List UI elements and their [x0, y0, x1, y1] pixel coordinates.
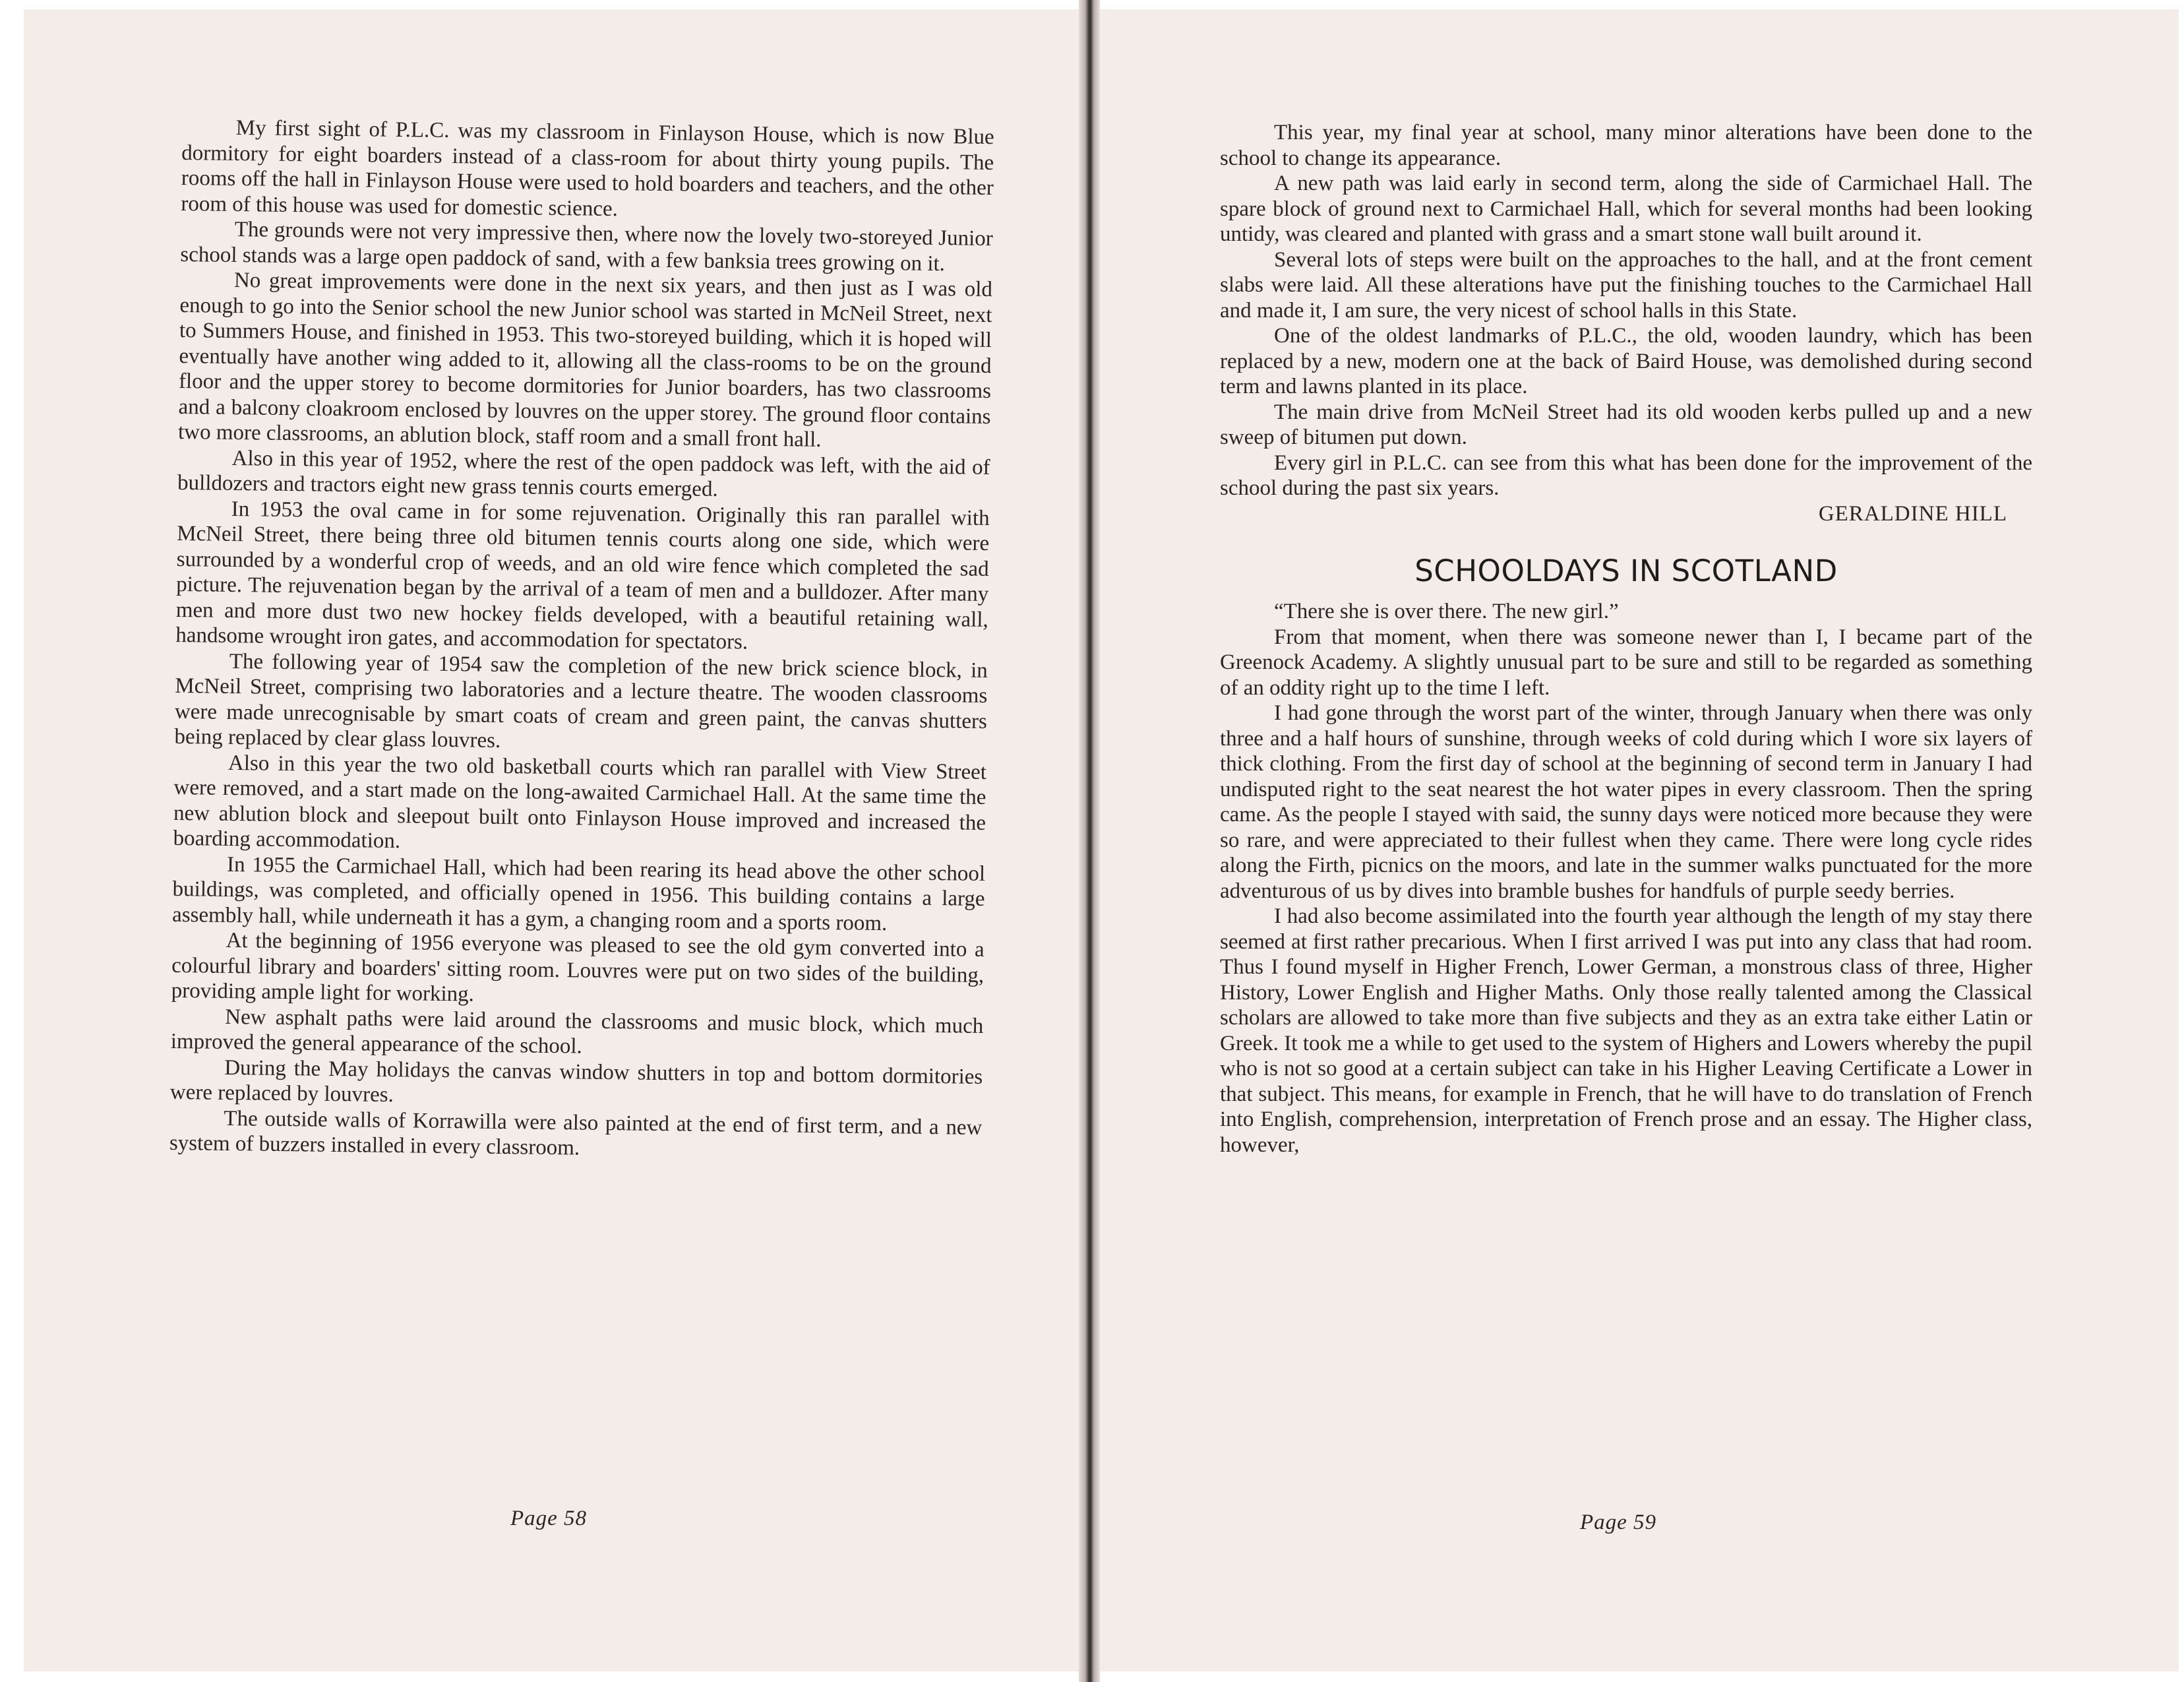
paragraph: I had also become assimilated into the fourth year although the length of my stay there seemed at first rather precarious. When I first arrived I was put into any class that had room. Thus I found myself in Higher French, Lower German, a monstrous class of three, Higher History, Lower English and Higher Maths. Only those really talented among the Classical scholars are allowed to take more than five subjects and they as an extra take either Latin or Greek. It took me a while to get used to the system of Highers and Lowers whereby the pupil who is not so good at a certain subject can take in his Higher Leaving Certificate a Lower in that subject. This means, for example in French, that he will have to do translation of French into English, comprehension, interpretation of French prose and an essay. The Higher class, however,	[1220, 904, 2032, 1157]
paragraph: A new path was laid early in second term, along the side of Carmichael Hall. The spare block of ground next to Carmichael Hall, which for several months had been looking untidy, was cleared and planted with grass and a smart stone wall built around it.	[1220, 171, 2032, 246]
left-page	[24, 9, 1079, 1671]
paragraph: “There she is over there. The new girl.”	[1274, 600, 1619, 623]
paragraph: The grounds were not very impressive then, where now the lovely two-storeyed Junior school stands was a large open paddock of sand, with a few banksia trees growing on it.	[180, 217, 994, 276]
paragraph: No great improvements were done in the next six years, and then just as I was old enough to go into the Senior school the new Junior school was started in McNeil Street, next to Summers House, and finished in 1953. This two-storeyed building, which it is hoped will eventually have another wing added to it, allowing all the class-rooms to be on the ground floor and the upper storey to become dormitories for Junior boarders, has two classrooms and a balcony cloakroom enclosed by louvres on the upper storey. The ground floor contains two more classrooms, an ablution block, staff room and a small front hall.	[177, 268, 993, 452]
page-number: Page 58	[510, 1507, 588, 1530]
page-number: Page 59	[1580, 1511, 1657, 1534]
paragraph: At the beginning of 1956 everyone was pleased to see the old gym converted into a colourful library and boarders' sitting room. Louvres were put on two sides of the building, providing ample light for working.	[171, 928, 985, 1007]
paragraph: My first sight of P.L.C. was my classroom in Finlayson House, which is now Blue dormitory for eight boarders instead of a class-room for about thirty young pupils. The rooms off the hall in Finlayson House were used to hold boarders and teachers, and the other room of this house was used for domestic science.	[181, 116, 994, 221]
article-heading: SCHOOLDAYS IN SCOTLAND	[1414, 553, 1838, 588]
paragraph: During the May holidays the canvas window shutters in top and bottom dormitories were replaced by louvres.	[169, 1055, 983, 1107]
right-page	[1100, 9, 2179, 1671]
paragraph: New asphalt paths were laid around the classrooms and music block, which much improved the general appearance of the school.	[170, 1005, 984, 1059]
paragraph: In 1955 the Carmichael Hall, which had been rearing its head above the other school buildings, was completed, and officially opened in 1956. This building contains a large assembly hall, while underneath it has a gym, a changing room and a sports room.	[171, 852, 986, 935]
left-text-column	[169, 115, 994, 1166]
book-gutter	[1079, 0, 1100, 1682]
paragraph: In 1953 the oval came in for some rejuvenation. Originally this ran parallel with McNeil Street, there being three old bitumen tennis courts along one side, which were surrounded by a wonderful crop of weeds, and an old wire fence which completed the sad picture. The rejuvenation began by the arrival of a team of men and a bulldozer. After many men and more dust two new hockey fields developed, with a beautiful retaining wall, handsome wrought iron gates, and accommodation for spectators.	[175, 497, 990, 654]
paragraph: Several lots of steps were built on the approaches to the hall, and at the front cement slabs were laid. All these alterations have put the finishing touches to the Carmichael Hall and made it, I am sure, the very nicest of school halls in this State.	[1220, 247, 2032, 323]
paragraph: From that moment, when there was someone newer than I, I became part of the Greenock Academy. A slightly unusual part to be sure and still to be regarded as something of an oddity right up to the time I left.	[1220, 625, 2032, 700]
paragraph: The following year of 1954 saw the completion of the new brick science block, in McNeil Street, comprising two laboratories and a lecture theatre. The wooden classrooms were made unrecognisable by smart coats of cream and green paint, the canvas shutters being replaced by clear glass louvres.	[174, 649, 988, 753]
paragraph: Also in this year of 1952, where the rest of the open paddock was left, with the aid of bulldozers and tractors eight new grass tennis courts emerged.	[177, 446, 990, 501]
author-signature: GERALDINE HILL	[1818, 501, 2007, 526]
paragraph: Every girl in P.L.C. can see from this what has been done for the improvement of the school during the past six years.	[1220, 451, 2032, 500]
paragraph: The outside walls of Korrawilla were also painted at the end of first term, and a new system of buzzers installed in every classroom.	[169, 1106, 983, 1160]
paragraph: The main drive from McNeil Street had its old wooden kerbs pulled up and a new sweep of bitumen put down.	[1220, 400, 2032, 449]
paragraph: I had gone through the worst part of the winter, through January when there was only three and a half hours of sunshine, through weeks of cold during which I wore six layers of thick clothing. From the first day of school at the beginning of second term in January I had undisputed right to the seat nearest the hot water pipes in every classroom. Then the spring came. As the people I stayed with said, the sunny days were noticed more because they were so rare, and were appreciated to their fullest when they came. There were long cycle rides along the Firth, picnics on the moors, and late in the summer walks punctuated for the more adventurous of us by dives into bramble bushes for handfuls of purple seedy berries.	[1220, 701, 2032, 903]
paragraph: One of the oldest landmarks of P.L.C., the old, wooden laundry, which has been replaced by a new, modern one at the back of Baird House, was demolished during second term and lawns planted in its place.	[1220, 324, 2032, 398]
paragraph: This year, my final year at school, many minor alterations have been done to the school to change its appearance.	[1220, 121, 2032, 170]
right-text-column	[1220, 120, 2032, 1158]
paragraph: Also in this year the two old basketball courts which ran parallel with View Street were removed, and a start made on the long-awaited Carmichael Hall. At the same time the new ablution block and sleepout built onto Finlayson House improved and increased the boarding accommodation.	[173, 751, 987, 854]
